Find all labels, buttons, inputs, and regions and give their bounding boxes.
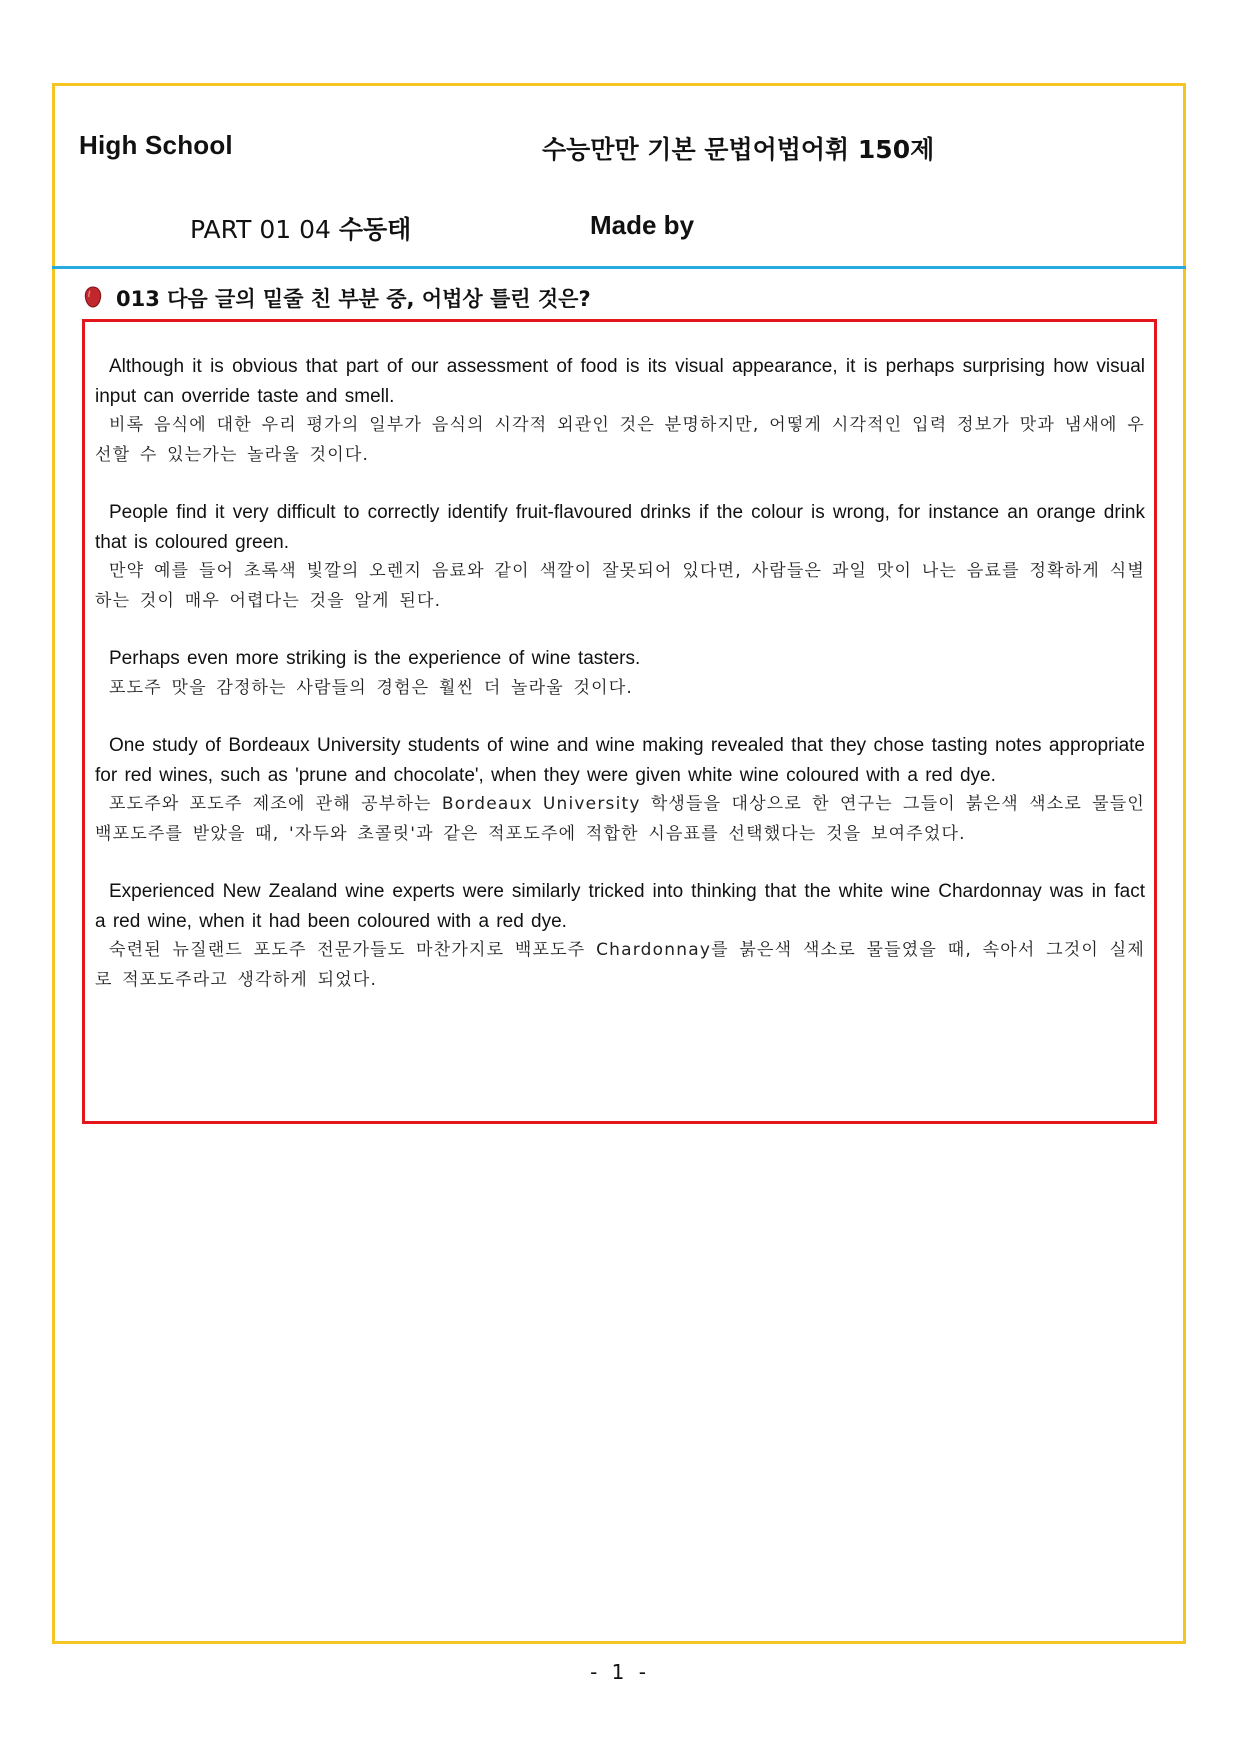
english-sentence: Although it is obvious that part of our assessment of food is its visual appearance, it is perhaps surprising how visual input can override taste and smell.	[95, 356, 1145, 407]
made-by-label: Made by	[590, 210, 695, 240]
part-prefix: PART 01 04	[190, 215, 339, 244]
paragraph	[95, 498, 1145, 616]
paragraph	[95, 731, 1145, 849]
passage-content	[95, 352, 1145, 1023]
paragraph	[95, 644, 1145, 703]
english-sentence: People find it very difficult to correctly identify fruit-flavoured drinks if the colour is wrong, for instance an orange drink that is coloured green.	[95, 502, 1145, 553]
passage-box	[82, 319, 1157, 1124]
paragraph	[95, 352, 1145, 470]
english-sentence: Experienced New Zealand wine experts were similarly tricked into thinking that the white wine Chardonnay was in fact a red wine, when it had been coloured with a red dye.	[95, 881, 1145, 932]
korean-translation: 숙련된 뉴질랜드 포도주 전문가들도 마찬가지로 백포도주 Chardonnay를 붉은색 색소로 물들였을 때, 속아서 그것이 실제로 적포도주라고 생각하게 되었다.	[95, 940, 1145, 990]
page-number: - 1 -	[590, 1660, 650, 1684]
question-title: 013 다음 글의 밑줄 친 부분 중, 어법상 틀린 것은?	[116, 287, 591, 311]
part-topic: 수동태	[338, 215, 412, 244]
korean-translation: 비록 음식에 대한 우리 평가의 일부가 음식의 시각적 외관인 것은 분명하지만, 어떻게 시각적인 입력 정보가 맛과 냄새에 우선할 수 있는가는 놀라울 것이다.	[95, 415, 1145, 465]
korean-translation: 포도주와 포도주 제조에 관해 공부하는 Bordeaux University 학생들을 대상으로 한 연구는 그들이 붉은색 색소로 물들인 백포도주를 받았을 때, '자두와 초콜릿'과 같은 적포도주에 적합한 시음표를 선택했다는 것을 보여주었다.	[95, 794, 1145, 844]
paragraph	[95, 877, 1145, 995]
part-label	[190, 210, 411, 246]
english-sentence: One study of Bordeaux University students of wine and wine making revealed that they chose tasting notes appropriate for red wines, such as 'prune and chocolate', when they were given white wine coloured with a red dye.	[95, 735, 1145, 786]
red-seed-bullet-icon	[84, 286, 102, 308]
korean-translation: 포도주 맛을 감정하는 사람들의 경험은 훨씬 더 놀라울 것이다.	[109, 677, 633, 698]
english-sentence: Perhaps even more striking is the experience of wine tasters.	[109, 648, 641, 669]
book-title: 수능만만 기본 문법어법어휘 150제	[542, 135, 935, 164]
korean-translation: 만약 예를 들어 초록색 빛깔의 오렌지 음료와 같이 색깔이 잘못되어 있다면, 사람들은 과일 맛이 나는 음료를 정확하게 식별하는 것이 매우 어렵다는 것을 알게 된다.	[95, 561, 1145, 611]
header-divider	[52, 266, 1186, 269]
school-label: High School	[79, 130, 233, 160]
